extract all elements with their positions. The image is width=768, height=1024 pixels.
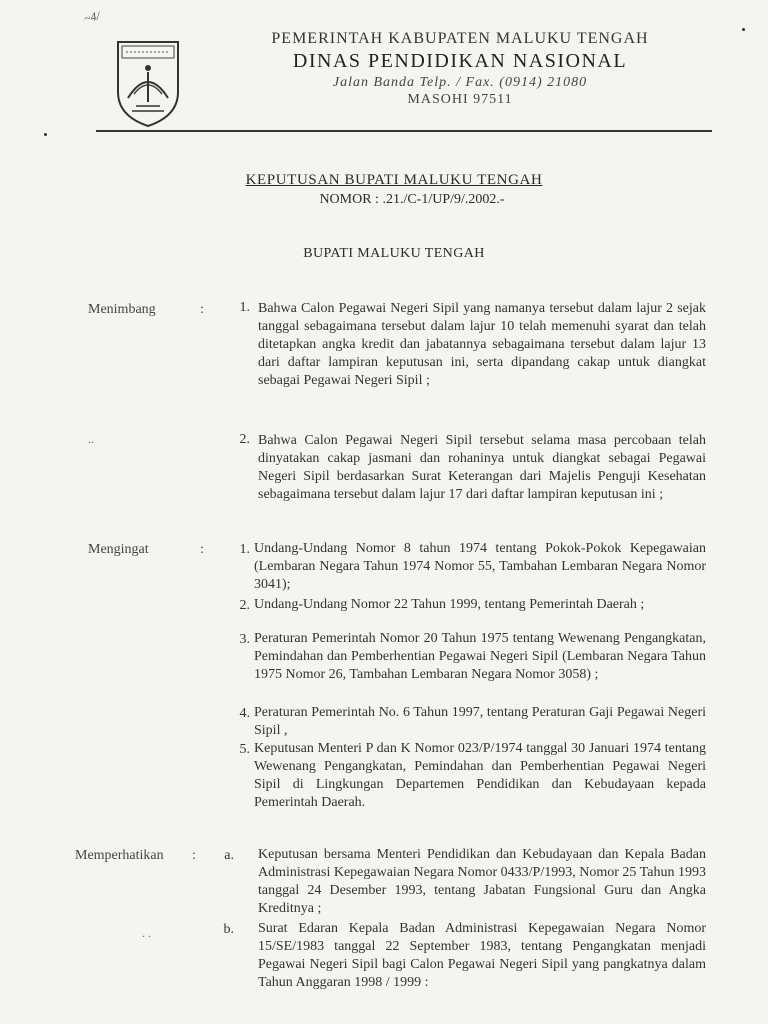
letterhead-government: PEMERINTAH KABUPATEN MALUKU TENGAH <box>271 30 649 47</box>
margin-mark: .. <box>88 432 94 446</box>
decree-heading: KEPUTUSAN BUPATI MALUKU TENGAH <box>245 172 543 188</box>
item-number: 5. <box>239 742 250 757</box>
memperhatikan-item-a: Keputusan bersama Menteri Pendidikan dan Kebudayaan dan Kepala Badan Administrasi Kepegawaian Negara Nomor 0433/P/1993, Nomor 25 Tahun 1993 tanggal 24 Desember 1993, tentang Jabatan Fungsional Guru dan Angka Kreditnya ; <box>258 847 706 916</box>
section-label-menimbang: Menimbang <box>88 302 156 317</box>
letterhead-agency: DINAS PENDIDIKAN NASIONAL <box>292 50 628 72</box>
mengingat-item-5: Keputusan Menteri P dan K Nomor 023/P/1974 tanggal 30 Januari 1974 tentang Wewenang Pengangkatan, Pemindahan dan Pemberhentian Pegawai Negeri Sipil di Lingkungan Departemen Pendidikan dan Kebudayaan kepada Pemerintah Daerah. <box>254 741 706 810</box>
item-number: 2. <box>239 598 250 613</box>
item-number: b. <box>223 922 234 937</box>
section-label-mengingat: Mengingat <box>88 542 149 557</box>
letterhead-city: MASOHI 97511 <box>407 92 513 107</box>
letterhead-divider <box>96 130 712 132</box>
item-number: 4. <box>239 706 250 721</box>
item-number: 2. <box>239 432 250 447</box>
menimbang-item-1: Bahwa Calon Pegawai Negeri Sipil yang namanya tersebut dalam lajur 2 sejak tanggal sebagaimana tersebut dalam lajur 10 telah memenuhi syarat dan telah ditetapkan angka kredit dan jabatannya sebagaimana tersebut dalam lajur 13 dari daftar lampiran keputusan ini, serta dipandang cakap untuk diangkat sebagai Pegawai Negeri Sipil ; <box>258 301 706 388</box>
decree-official: BUPATI MALUKU TENGAH <box>303 246 485 261</box>
section-label-memperhatikan: Memperhatikan <box>75 848 164 863</box>
item-number: 1. <box>239 300 250 315</box>
decree-number: NOMOR : .21./C-1/UP/9/.2002.- <box>319 192 505 207</box>
mengingat-item-1: Undang-Undang Nomor 8 tahun 1974 tentang Pokok-Pokok Kepegawaian (Lembaran Negara Tahun 1974 Nomor 55, Tambahan Lembaran Negara Nomor 3041); <box>254 541 706 592</box>
margin-mark: . . <box>142 926 151 940</box>
regency-crest-icon <box>114 36 182 128</box>
item-number: 3. <box>239 632 250 647</box>
mengingat-item-4: Peraturan Pemerintah No. 6 Tahun 1997, tentang Peraturan Gaji Pegawai Negeri Sipil , <box>254 705 706 738</box>
handwritten-mark: ~4/ <box>82 8 102 26</box>
scan-speck <box>44 133 47 136</box>
letterhead <box>200 30 720 108</box>
item-number: 1. <box>239 542 250 557</box>
section-colon: : <box>192 848 196 863</box>
memperhatikan-item-b: Surat Edaran Kepala Badan Administrasi Kepegawaian Negara Nomor 15/SE/1983 tanggal 22 September 1983, tentang Pengangkatan menjadi Pegawai Negeri Sipil bagi Calon Pegawai Negeri Sipil yang pangkatnya dalam Tahun Anggaran 1998 / 1999 : <box>258 921 706 990</box>
section-colon: : <box>200 542 204 557</box>
section-colon: : <box>200 302 204 317</box>
scan-speck <box>742 28 745 31</box>
item-number: a. <box>224 848 234 863</box>
mengingat-item-2: Undang-Undang Nomor 22 Tahun 1999, tentang Pemerintah Daerah ; <box>254 597 645 612</box>
mengingat-item-3: Peraturan Pemerintah Nomor 20 Tahun 1975 tentang Wewenang Pengangkatan, Pemindahan dan Pemberhentian Pegawai Negeri Sipil (Lembaran Negara Tahun 1975 Nomor 26, Tambahan Lembaran Negara Nomor 3058) ; <box>254 631 706 682</box>
menimbang-item-2: Bahwa Calon Pegawai Negeri Sipil tersebut selama masa percobaan telah dinyatakan cakap jasmani dan rohaninya untuk diangkat sebagai Pegawai Negeri Sipil berdasarkan Surat Keterangan dari Majelis Penguji Kesehatan sebagaimana tersebut dalam lajur 17 dari daftar lampiran keputusan ini ; <box>258 433 706 502</box>
letterhead-address: Jalan Banda Telp. / Fax. (0914) 21080 <box>332 75 588 90</box>
